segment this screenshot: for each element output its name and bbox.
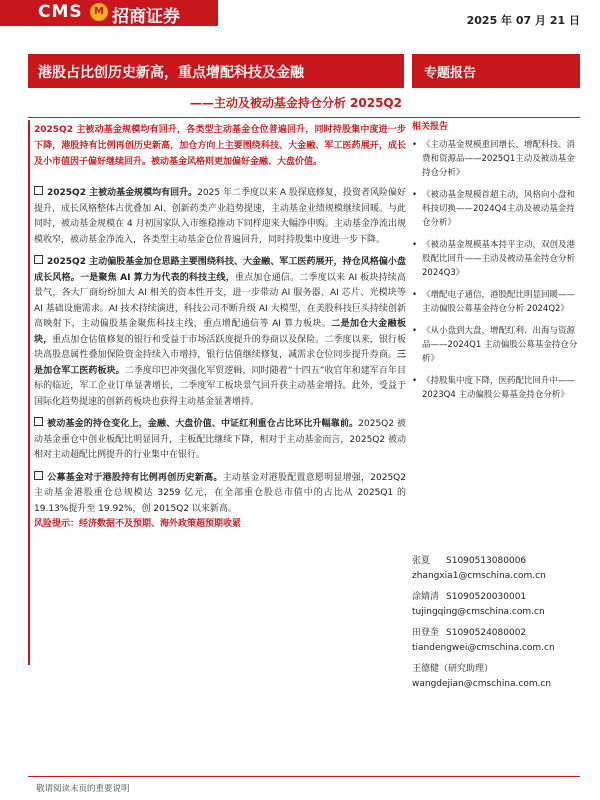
related-report-title: 《被动基金规模首超主动，风格向小盘和科技切换——2024Q4主动及被动基金持仓分析》 bbox=[422, 190, 576, 228]
bullet-dot-icon: • bbox=[412, 290, 418, 300]
logo-badge-icon: M bbox=[90, 3, 108, 21]
analyst-email[interactable]: wangdejian@cmschina.com.cn bbox=[412, 679, 552, 689]
paragraph-text: 重点加仓通信。二季度以来 AI 板块持续高景气，各大厂商纷纷加大 AI 相关的资本性开支，进一步带动 AI 服务器、AI 芯片、光模块等 AI 基础设施需求。AI 技术持续演进，科技公司不断升级 AI 大模型，在美股科技巨头持续创新高映射下，主动偏股基金聚焦科技主线，重点增配通信等 AI 算力板块。 bbox=[34, 272, 406, 329]
content-side-rule bbox=[28, 120, 30, 665]
square-bullet-icon bbox=[34, 471, 43, 480]
related-report-item[interactable] bbox=[412, 138, 580, 180]
paragraph-lead: 2025Q2 主被动基金规模均有回升。 bbox=[47, 188, 198, 198]
square-bullet-icon bbox=[34, 417, 43, 426]
report-subtitle: ——主动及被动基金持仓分析 2025Q2 bbox=[189, 96, 402, 110]
analyst-name: 张夏 bbox=[412, 556, 431, 566]
related-report-item[interactable] bbox=[412, 188, 580, 230]
bullet-dot-icon: • bbox=[412, 326, 418, 336]
analyst-name: 田登奎 bbox=[412, 628, 440, 638]
related-report-title: 《持股集中度下降，医药配比回升中——2023Q4 主动偏股公募基金持仓分析》 bbox=[422, 376, 576, 400]
header-divider bbox=[28, 117, 580, 118]
topic-banner bbox=[412, 54, 580, 88]
paragraph-lead: 被动基金的持仓变化上，金融、大盘价值、中证红利重仓占比环比升幅靠前。 bbox=[47, 419, 359, 429]
paragraph-lead: 2025Q2 主动偏股基金加仓思路主要围绕科技、大金融、军工医药展开，持仓风格偏小盘成长风格。一是聚焦 AI 算力为代表的科技主线， bbox=[34, 257, 406, 283]
analyst-row bbox=[412, 555, 580, 568]
analyst-id: S1090520030001 bbox=[446, 592, 527, 602]
paragraph-text: 二季度印巴冲突强化军贸逻辑，同时随着“十四五”收官年和建军百年目标的临近，军工企业订单显著增长，二季度军工板块景气回升获主动基金增持。此外，受益于国际化趋势提速的创新药板块也获得主动基金显著增持。 bbox=[34, 365, 406, 407]
related-report-item[interactable] bbox=[412, 238, 580, 280]
body-paragraph bbox=[34, 417, 406, 464]
analyst-id: S1090524080002 bbox=[446, 628, 527, 638]
body-paragraph bbox=[34, 471, 406, 533]
paragraph-bold: 二是加仓大金融板块， bbox=[34, 319, 406, 345]
report-title: 港股占比创历史新高，重点增配科技及金融 bbox=[38, 65, 304, 81]
footer-divider bbox=[28, 776, 580, 777]
analyst-email[interactable]: tiandengwei@cmschina.com.cn bbox=[412, 643, 555, 653]
footer-note: 敬请阅读末页的重要说明 bbox=[36, 784, 130, 794]
summary-text: 2025Q2 主被动基金规模均有回升，各类型主动基金仓位普遍回升，同时持股集中度进一步下降，港股持有比例再创历史新高，加仓方向上主要围绕科技、大金融、军工医药展开，成长及小市值因子偏好继续回升。被动基金风格则更加偏好金融、大盘价值。 bbox=[34, 125, 406, 167]
paragraph-text: 重点加仓估值修复的银行和受益于市场活跃度提升的券商以及保险。二季度以来，银行板块高股息属性叠加保险资金持续入市增持，银行估值继续修复，减需求仓位同步提升券商。 bbox=[34, 334, 406, 360]
analyst-email[interactable]: zhangxia1@cmschina.com.cn bbox=[412, 571, 546, 581]
report-date: 2025 年 07 月 21 日 bbox=[466, 14, 580, 27]
related-report-item[interactable] bbox=[412, 324, 580, 366]
body-paragraph bbox=[34, 186, 406, 248]
related-report-title: 《被动基金规模基本持平主动，双创及港股配比回升——主动及被动基金持仓分析 2024Q3》 bbox=[422, 240, 576, 278]
analyst-name: 王德健（研究助理） bbox=[412, 664, 494, 674]
analyst-contacts bbox=[412, 555, 580, 699]
related-report-title: 《增配电子通信，港股配比明显回暖——主动偏股公募基金持仓分析 2024Q2》 bbox=[422, 290, 576, 314]
paragraph-lead: 公募基金对于港股持有比例再创历史新高。 bbox=[47, 472, 223, 483]
logo-text: CMS bbox=[38, 2, 83, 22]
analyst-name: 涂婧清 bbox=[412, 592, 440, 602]
bullet-dot-icon: • bbox=[412, 240, 418, 250]
related-report-item[interactable] bbox=[412, 288, 580, 316]
paragraph-text: 主动基金对港股配置意愿明显增强，2025Q2 主动基金港股重仓总规模达 3259 亿元，在全部重仓股总市值中的占比从 2025Q1 的 19.13%提升至 19.92%，创 2015Q2 以来新高。 bbox=[34, 472, 406, 514]
related-reports-heading: 相关报告 bbox=[412, 122, 449, 132]
analyst-id: S1090513080006 bbox=[446, 556, 527, 566]
related-report-item[interactable] bbox=[412, 374, 580, 402]
topic-label: 专题报告 bbox=[424, 66, 477, 81]
analyst-row bbox=[412, 627, 580, 640]
related-reports bbox=[412, 120, 580, 410]
brand-logo bbox=[0, 0, 218, 26]
title-banner bbox=[28, 54, 404, 88]
risk-warning: 风险提示：经济数据不及预期、海外政策超预期收紧 bbox=[34, 519, 242, 529]
paragraph-bold: 三是加仓军工医药板块。 bbox=[34, 350, 406, 376]
bullet-dot-icon: • bbox=[412, 140, 418, 150]
bullet-dot-icon: • bbox=[412, 190, 418, 200]
paragraph-text: 2025 年二季度以来 A 股探底修复，投资者风险偏好提升，成长风格整体占优叠加 AI、创新药类产业趋势提速，主动基金业绩规模继续回暖。与此同时，被动基金规模在 4 月初国家队入市维稳推动下同样迎来大幅净申购。主动基金净流出规模收窄，被动基金净流入，各类型主动基金仓位普遍回升，同时持股集中度进一步下降。 bbox=[34, 188, 406, 245]
body-paragraph bbox=[34, 255, 406, 410]
analyst-row bbox=[412, 663, 580, 676]
analyst-email[interactable]: tujingqing@cmschina.com.cn bbox=[412, 607, 545, 617]
logo-cn-text: 招商证券 bbox=[112, 7, 180, 27]
analyst-row bbox=[412, 591, 580, 604]
paragraph-text: 2025Q2 被动基金重仓中创业板配比明显回升，主板配比继续下降，相对于主动基金而言，2025Q2 被动相对主动超配比例提升的行业集中在银行。 bbox=[34, 419, 406, 460]
main-body bbox=[34, 186, 406, 540]
square-bullet-icon bbox=[34, 255, 43, 264]
related-report-title: 《主动基金规模重回增长，增配科技、消费和资源品——2025Q1主动及被动基金持仓分析》 bbox=[422, 140, 576, 178]
bullet-dot-icon: • bbox=[412, 376, 418, 386]
square-bullet-icon bbox=[34, 186, 43, 195]
related-report-title: 《从小盘到大盘，增配红利、出海与资源品——2024Q1 主动偏股公募基金持仓分析》 bbox=[422, 326, 578, 364]
